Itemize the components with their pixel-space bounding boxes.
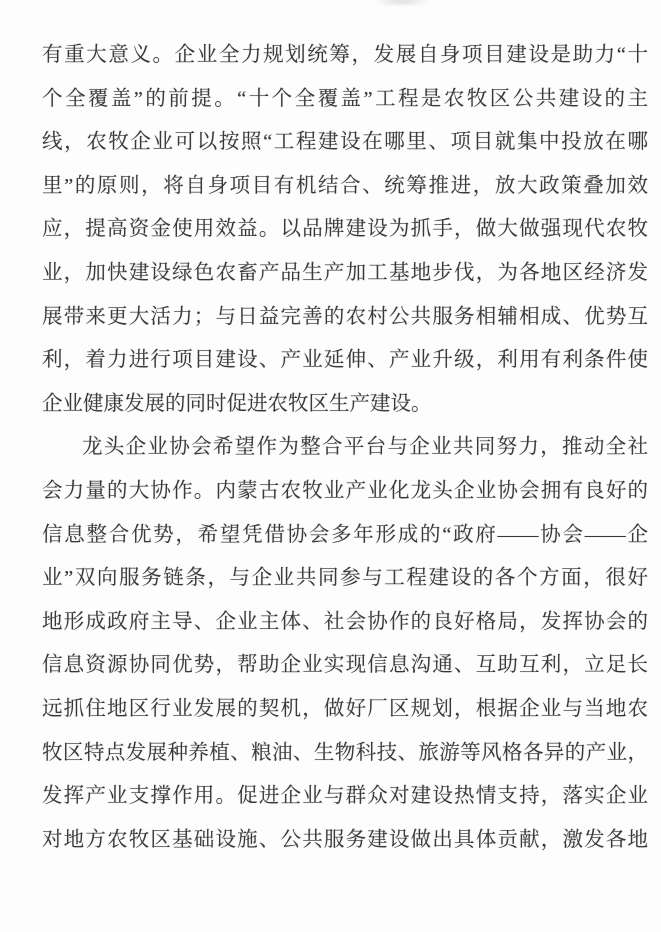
paragraph — [42, 34, 648, 426]
text-line: 发挥产业支撑作用。促进企业与群众对建设热情支持，落实企业 — [42, 785, 648, 808]
text-line: 企业健康发展的同时促进农牧区生产建设。 — [42, 392, 432, 415]
text-line: 龙头企业协会希望作为整合平台与企业共同努力，推动全社 — [82, 436, 648, 459]
text-line: 业”双向服务链条，与企业共同参与工程建设的各个方面，很好 — [42, 567, 648, 590]
scan-smudge-artifact — [374, 0, 430, 6]
text-line: 信息整合优势，希望凭借协会多年形成的“政府——协会——企 — [42, 523, 648, 546]
text-line: 地形成政府主导、企业主体、社会协作的良好格局，发挥协会的 — [42, 610, 648, 633]
text-line: 牧区特点发展种养植、粮油、生物科技、旅游等风格各异的产业， — [42, 741, 648, 764]
text-line: 信息资源协同优势，帮助企业实现信息沟通、互助互利，立足长 — [42, 654, 648, 677]
text-line: 会力量的大协作。内蒙古农牧业产业化龙头企业协会拥有良好的 — [42, 479, 648, 502]
text-line: 对地方农牧区基础设施、公共服务建设做出具体贡献，激发各地 — [42, 828, 648, 851]
text-line: 个全覆盖”的前提。“十个全覆盖”工程是农牧区公共建设的主 — [42, 87, 648, 110]
text-line: 展带来更大活力；与日益完善的农村公共服务相辅相成、优势互 — [42, 305, 648, 328]
text-line: 应，提高资金使用效益。以品牌建设为抓手，做大做强现代农牧 — [42, 218, 648, 241]
text-line: 有重大意义。企业全力规划统筹，发展自身项目建设是助力“十 — [42, 44, 648, 66]
text-line: 里”的原则，将自身项目有机结合、统筹推进，放大政策叠加效 — [42, 174, 648, 197]
text-line: 利，着力进行项目建设、产业延伸、产业升级，利用有利条件使 — [42, 349, 648, 372]
text-block — [42, 34, 648, 862]
text-line: 线，农牧企业可以按照“工程建设在哪里、项目就集中投放在哪 — [42, 131, 648, 154]
text-line: 业，加快建设绿色农畜产品生产加工基地步伐，为各地区经济发 — [42, 261, 648, 284]
paragraph — [42, 426, 648, 862]
text-line: 远抓住地区行业发展的契机，做好厂区规划，根据企业与当地农 — [42, 697, 648, 720]
